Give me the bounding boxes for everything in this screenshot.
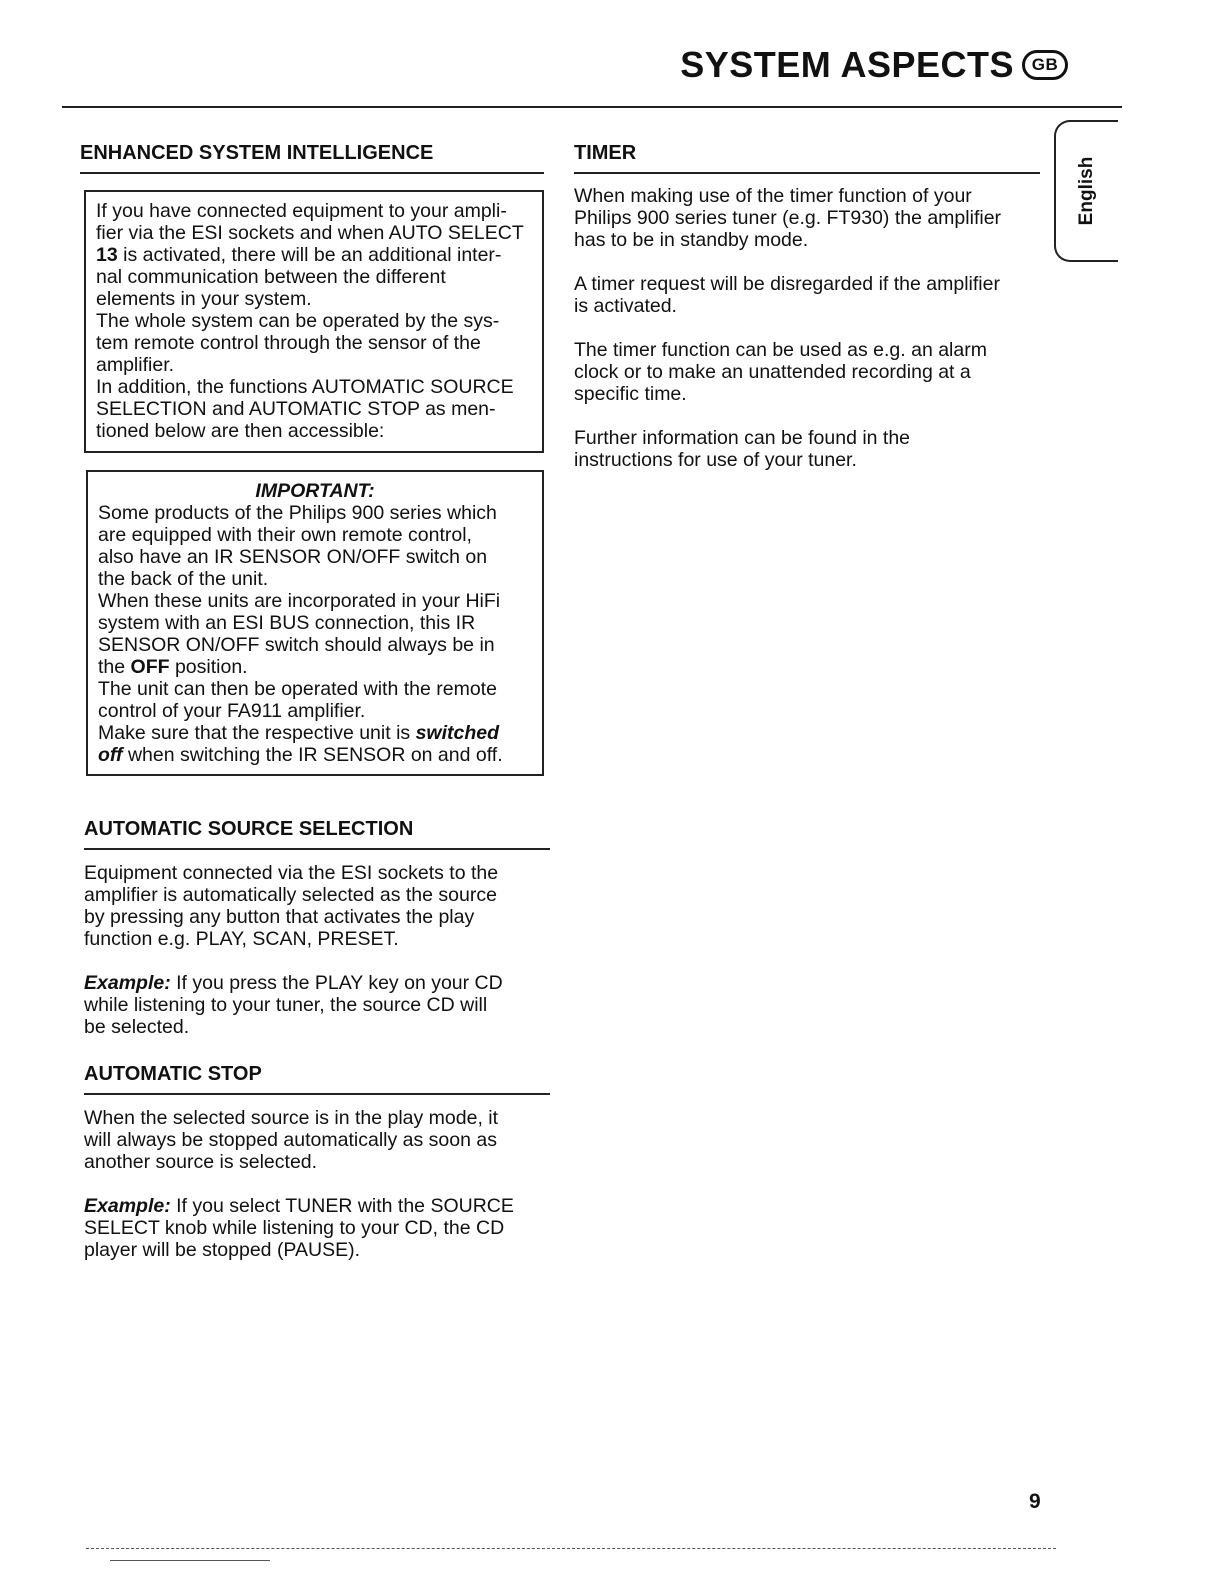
esi-heading: ENHANCED SYSTEM INTELLIGENCE	[80, 142, 434, 164]
important-line: SENSOR ON/OFF switch should always be in	[98, 634, 495, 656]
timer-paragraph	[574, 273, 1044, 317]
esi-line: tem remote control through the sensor of the	[96, 332, 481, 354]
esi-line: elements in your system.	[96, 288, 312, 310]
text-line: is activated.	[574, 295, 677, 317]
text-line: Further information can be found in the	[574, 427, 911, 449]
important-box	[86, 470, 544, 776]
auto-stop-body	[84, 1107, 554, 1283]
timer-body	[574, 185, 1044, 493]
important-line	[98, 656, 532, 678]
auto-stop-heading: AUTOMATIC STOP	[84, 1063, 262, 1085]
timer-paragraph	[574, 339, 1044, 405]
auto-stop-example	[84, 1195, 554, 1261]
text-line: be selected.	[84, 1016, 190, 1038]
text-line: while listening to your tuner, the source CD will	[84, 994, 488, 1016]
switched-emphasis: switched	[415, 722, 500, 744]
example-label: Example:	[84, 972, 171, 994]
language-tab	[1054, 120, 1118, 262]
esi-line: amplifier.	[96, 354, 175, 376]
important-line: the back of the unit.	[98, 568, 269, 590]
esi-line: In addition, the functions AUTOMATIC SOURCE	[96, 376, 514, 398]
important-line: are equipped with their own remote control,	[98, 524, 472, 546]
auto-source-body	[84, 862, 554, 1060]
header-rule	[62, 106, 1122, 108]
text-line: by pressing any button that activates the play	[84, 906, 475, 928]
text-line: function e.g. PLAY, SCAN, PRESET.	[84, 928, 399, 950]
example-text: If you select TUNER with the SOURCE	[170, 1195, 514, 1217]
off-emphasis: OFF	[130, 656, 170, 678]
important-line: Some products of the Philips 900 series which	[98, 502, 497, 524]
important-line-start: the	[98, 656, 131, 678]
example-text: If you press the PLAY key on your CD	[170, 972, 503, 994]
important-line: system with an ESI BUS connection, this IR	[98, 612, 476, 634]
esi-line-rest: is activated, there will be an additional inter-	[117, 244, 502, 266]
important-line: The unit can then be operated with the remote	[98, 678, 497, 700]
text-line: When the selected source is in the play mode, it	[84, 1107, 499, 1129]
text-line: instructions for use of your tuner.	[574, 449, 857, 471]
text-line: has to be in standby mode.	[574, 229, 809, 251]
auto-source-example	[84, 972, 554, 1038]
text-line: player will be stopped (PAUSE).	[84, 1239, 361, 1261]
timer-heading: TIMER	[574, 142, 637, 164]
esi-line: SELECTION and AUTOMATIC STOP as men-	[96, 398, 496, 420]
text-line: Philips 900 series tuner (e.g. FT930) the amplifier	[574, 207, 1002, 229]
esi-line: fier via the ESI sockets and when AUTO SELECT	[96, 222, 524, 244]
timer-paragraph	[574, 427, 1044, 471]
timer-heading-rule	[574, 172, 1040, 174]
page-title: SYSTEM ASPECTS	[680, 44, 1014, 85]
esi-line	[96, 244, 532, 266]
auto-source-heading: AUTOMATIC SOURCE SELECTION	[84, 818, 414, 840]
text-line	[84, 972, 554, 994]
auto-source-heading-rule	[84, 848, 550, 850]
text-line: amplifier is automatically selected as the source	[84, 884, 497, 906]
text-line: specific time.	[574, 383, 687, 405]
footer-rule	[86, 1548, 1056, 1549]
text-line: another source is selected.	[84, 1151, 318, 1173]
esi-line: nal communication between the different	[96, 266, 446, 288]
example-label: Example:	[84, 1195, 171, 1217]
important-line-start: Make sure that the respective unit is	[98, 722, 416, 744]
important-line-end: position.	[169, 656, 248, 678]
important-title: IMPORTANT:	[255, 480, 375, 502]
important-line-end: when switching the IR SENSOR on and off.	[122, 744, 503, 766]
esi-line: The whole system can be operated by the sys-	[96, 310, 500, 332]
text-line: The timer function can be used as e.g. an alarm	[574, 339, 987, 361]
important-line	[98, 744, 532, 766]
text-line: will always be stopped automatically as soon as	[84, 1129, 497, 1151]
off-emphasis-italic: off	[98, 744, 123, 766]
page-number: 9	[1029, 1490, 1041, 1513]
auto-stop-heading-rule	[84, 1093, 550, 1095]
auto-stop-paragraph	[84, 1107, 554, 1173]
esi-info-box	[84, 190, 544, 453]
text-line: A timer request will be disregarded if the amplifier	[574, 273, 1000, 295]
timer-paragraph	[574, 185, 1044, 251]
esi-heading-rule	[80, 172, 544, 174]
text-line	[84, 1195, 554, 1217]
important-line: control of your FA911 amplifier.	[98, 700, 366, 722]
text-line: clock or to make an unattended recording at a	[574, 361, 971, 383]
esi-line: tioned below are then accessible:	[96, 420, 385, 442]
esi-line: If you have connected equipment to your ampli-	[96, 200, 507, 222]
auto-source-paragraph	[84, 862, 554, 950]
esi-line-number: 13	[96, 244, 118, 266]
language-tab-label: English	[1076, 156, 1097, 226]
important-line: also have an IR SENSOR ON/OFF switch on	[98, 546, 488, 568]
important-line	[98, 722, 532, 744]
important-line: When these units are incorporated in your HiFi	[98, 590, 501, 612]
gb-language-badge: GB	[1022, 50, 1068, 80]
footer-rule-short	[110, 1560, 270, 1561]
text-line: SELECT knob while listening to your CD, the CD	[84, 1217, 505, 1239]
text-line: Equipment connected via the ESI sockets to the	[84, 862, 499, 884]
text-line: When making use of the timer function of your	[574, 185, 972, 207]
page-header	[680, 44, 1068, 86]
